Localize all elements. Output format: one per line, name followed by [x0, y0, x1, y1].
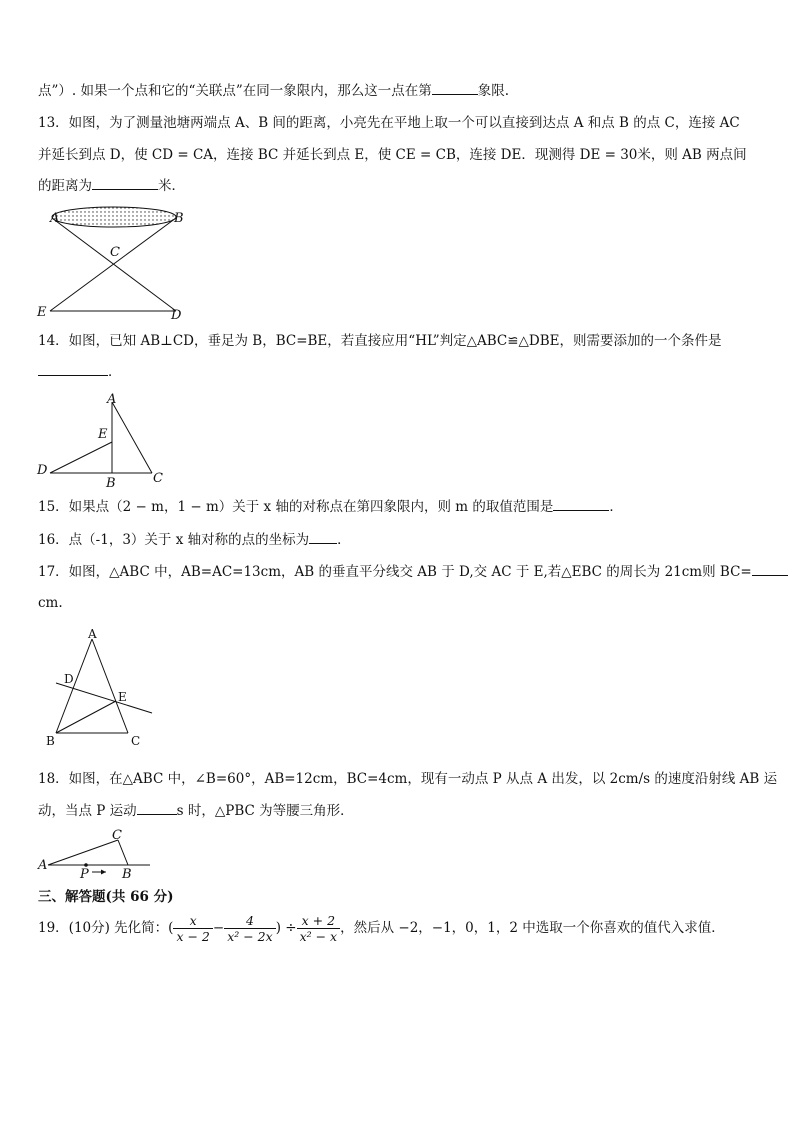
q18-line2: [38, 802, 354, 820]
label-a: A: [107, 392, 117, 407]
segment-ac: [112, 402, 152, 473]
label-d: D: [37, 463, 48, 478]
segment-de: [50, 442, 112, 473]
q19-prefix: 19．(10分) 先化简：(: [38, 920, 174, 936]
label-d: D: [64, 672, 74, 686]
segment-cb: [118, 840, 128, 865]
label-b: B: [46, 734, 55, 748]
segment-ac: [48, 840, 118, 865]
answer-blank: [432, 82, 478, 95]
q13-line1: 13．如图，为了测量池塘两端点 A、B 间的距离，小亮先在平地上取一个可以直接到达点 A 和点 B 的点 C，连接 AC: [38, 115, 740, 131]
fraction-3-denominator: x² − x: [299, 929, 338, 944]
answer-blank: [38, 363, 108, 376]
fraction-1-numerator: x: [173, 913, 212, 929]
arrow-head-icon: [101, 870, 106, 875]
divide-sign: ) ÷: [275, 920, 297, 936]
fraction-2: [224, 913, 275, 944]
label-c: C: [112, 828, 122, 843]
right-triangle-figure: [32, 388, 172, 488]
answer-blank: [309, 531, 337, 544]
q14-text-after: ．: [108, 364, 122, 380]
answer-blank: [137, 802, 177, 815]
q17-line2: cm.: [38, 595, 63, 611]
label-e: E: [37, 305, 47, 320]
label-a: A: [38, 858, 48, 873]
ray-figure: [34, 826, 158, 882]
q12-tail: [38, 82, 509, 100]
fraction-2-numerator: 4: [224, 913, 275, 929]
pond-ellipse: [52, 207, 176, 227]
label-p: P: [80, 867, 89, 882]
answer-blank: [553, 498, 609, 511]
q16-line: [38, 531, 351, 549]
q12-text: 点”）. 如果一个点和它的“关联点”在同一象限内，那么这一点在第: [38, 83, 432, 99]
label-b: B: [106, 476, 116, 488]
label-e: E: [98, 427, 108, 442]
q17-text: 17．如图，△ABC 中，AB=AC=13cm，AB 的垂直平分线交 AB 于 D,交 AC 于 E,若△EBC 的周长为 21cm则 BC=: [38, 564, 752, 580]
label-b: B: [122, 867, 132, 882]
q17-line1: [38, 563, 788, 581]
q13-text: 的距离为: [38, 178, 92, 194]
segment-ab: [56, 639, 92, 733]
fraction-3: [297, 913, 341, 944]
segment-ac: [92, 639, 128, 733]
q15-text-after: ．: [609, 499, 623, 515]
section-heading: 三、解答题(共 66 分): [38, 889, 174, 905]
fraction-1: [173, 913, 212, 944]
q13-text-after: 米．: [158, 178, 185, 194]
q13-line3: [38, 177, 185, 195]
label-c: C: [153, 471, 163, 486]
q18-line1: 18．如图，在△ABC 中，∠B=60°，AB=12cm，BC=4cm，现有一动点 P 从点 A 出发，以 2cm/s 的速度沿射线 AB 运: [38, 771, 778, 787]
perpendicular-bisector: [56, 683, 152, 713]
q16-text-after: ．: [337, 532, 351, 548]
label-d: D: [171, 308, 182, 321]
label-e: E: [118, 690, 127, 704]
pond-figure: [32, 203, 192, 321]
q19-line: [38, 908, 725, 948]
q16-text: 16．点（-1，3）关于 x 轴对称的点的坐标为: [38, 532, 310, 548]
answer-blank: [92, 177, 158, 190]
answer-blank: [752, 563, 788, 576]
q15-text: 15．如果点（2 − m，1 − m）关于 x 轴的对称点在第四象限内，则 m 的取值范围是: [38, 499, 554, 515]
minus-sign: −: [212, 920, 225, 936]
label-b: B: [174, 211, 184, 226]
label-c: C: [131, 734, 141, 748]
q12-text-after: 象限.: [477, 83, 510, 99]
isosceles-triangle-figure: [40, 625, 164, 751]
q15-line: [38, 498, 623, 516]
label-c: C: [110, 245, 120, 260]
fraction-2-denominator: x² − 2x: [227, 929, 273, 944]
q18-text: 动，当点 P 运动: [38, 803, 137, 819]
q18-text-after: s 时，△PBC 为等腰三角形．: [176, 803, 354, 819]
q13-line2: 并延长到点 D，使 CD = CA，连接 BC 并延长到点 E，使 CE = CB，连接 DE．现测得 DE = 30米，则 AB 两点间: [38, 147, 747, 163]
q14-line2: [38, 363, 122, 381]
label-a: A: [50, 211, 60, 226]
label-a: A: [88, 627, 97, 641]
q19-suffix: ，然后从 −2，−1，0，1，2 中选取一个你喜欢的值代入求值．: [340, 920, 725, 936]
fraction-1-denominator: x − 2: [176, 929, 210, 944]
fraction-3-numerator: x + 2: [297, 913, 341, 929]
q14-line1: 14．如图，已知 AB⊥CD，垂足为 B，BC=BE，若直接应用“HL”判定△ABC≌△DBE，则需要添加的一个条件是: [38, 333, 722, 349]
segment-be: [56, 701, 116, 733]
